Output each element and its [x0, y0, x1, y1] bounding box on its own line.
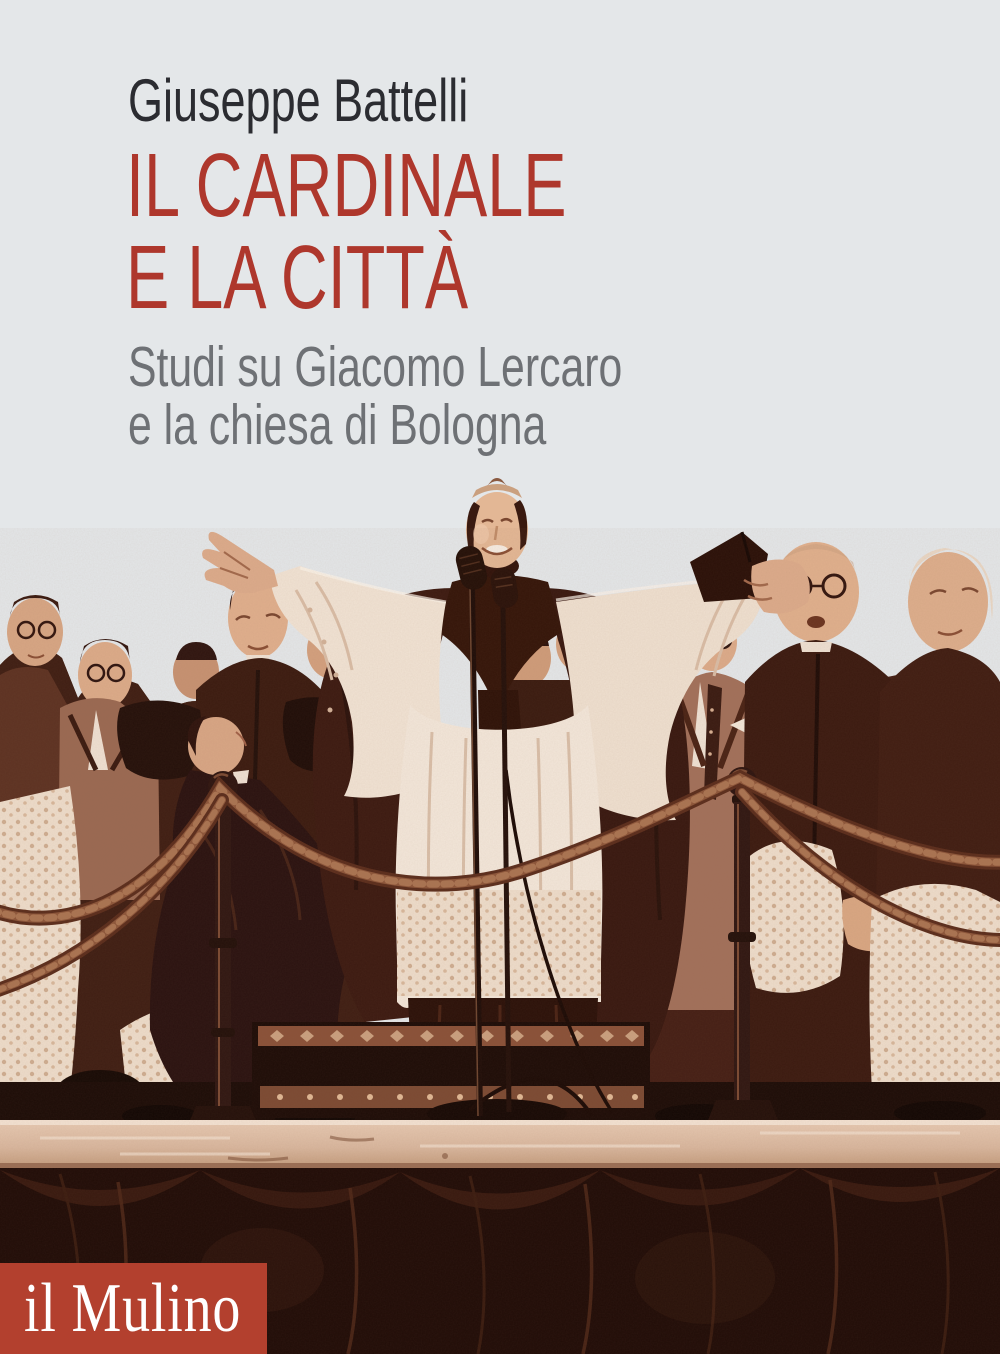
title-line-1: IL CARDINALE [126, 136, 567, 236]
title-line-2: E LA CITTÀ [126, 228, 469, 328]
author-name [128, 66, 582, 135]
subtitle-line-1: Studi su Giacomo Lercaro [128, 335, 623, 399]
cover-photo [0, 470, 1000, 1354]
film-grain-overlay [0, 528, 1000, 1354]
subtitle-line-2: e la chiesa di Bologna [128, 393, 547, 457]
publisher-logo [0, 1263, 267, 1354]
author-text: Giuseppe Battelli [128, 67, 469, 134]
book-subtitle [128, 335, 787, 457]
book-title [126, 136, 738, 328]
publisher-name: il Mulino [24, 1269, 242, 1347]
